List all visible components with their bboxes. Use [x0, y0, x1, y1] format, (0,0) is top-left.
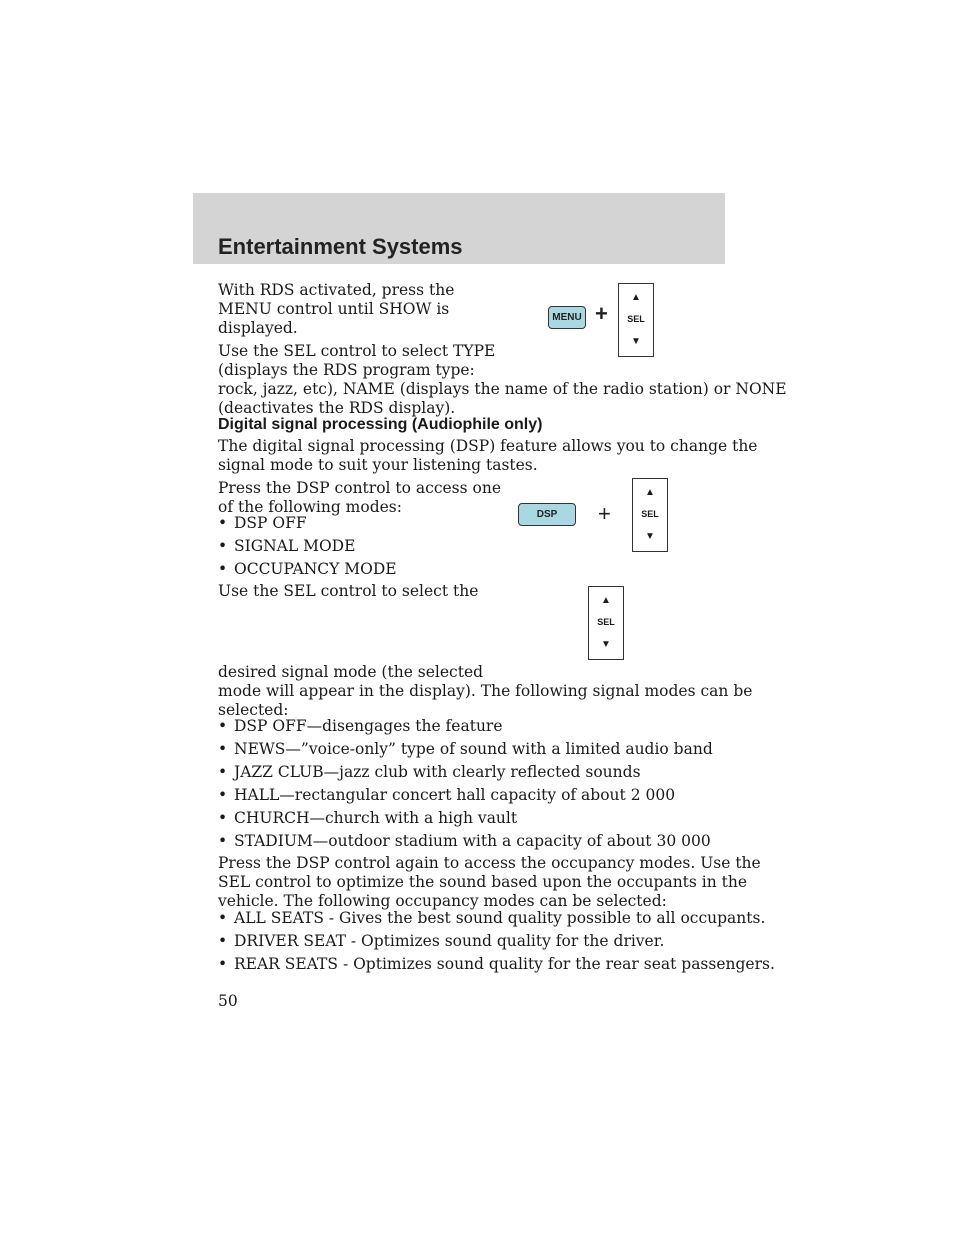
sel-text-line: selected:	[218, 701, 289, 719]
dsp-intro-line: of the following modes:	[218, 498, 402, 516]
dsp-intro-line: The digital signal processing (DSP) feature allows you to change the	[218, 437, 758, 455]
occupancy-line: Press the DSP control again to access the occupancy modes. Use the	[218, 854, 761, 872]
list-item: • NEWS—”voice-only” type of sound with a limited audio band	[218, 740, 713, 758]
list-item: • REAR SEATS - Optimizes sound quality for the rear seat passengers.	[218, 955, 775, 973]
list-item: • ALL SEATS - Gives the best sound quality possible to all occupants.	[218, 909, 766, 927]
intro-line: (displays the RDS program type:	[218, 361, 475, 379]
sel-control-diagram	[618, 283, 654, 357]
up-arrow-icon: ▲	[631, 292, 641, 303]
sel-control-diagram	[588, 586, 624, 660]
list-item: • SIGNAL MODE	[218, 537, 356, 555]
list-item: • CHURCH—church with a high vault	[218, 809, 518, 827]
list-item: • DRIVER SEAT - Optimizes sound quality for the driver.	[218, 932, 665, 950]
dsp-intro-line: Press the DSP control to access one	[218, 479, 501, 497]
occupancy-line: SEL control to optimize the sound based upon the occupants in the	[218, 873, 748, 891]
plus-icon: +	[595, 301, 608, 326]
intro-line: Use the SEL control to select TYPE	[218, 342, 496, 360]
intro-line: rock, jazz, etc), NAME (displays the name of the radio station) or NONE	[218, 380, 787, 398]
intro-line: With RDS activated, press the	[218, 281, 455, 299]
list-item: • STADIUM—outdoor stadium with a capacity of about 30 000	[218, 832, 711, 850]
page-title: Entertainment Systems	[218, 234, 463, 259]
intro-line: MENU control until SHOW is	[218, 300, 450, 318]
dsp-intro-line: signal mode to suit your listening tastes.	[218, 456, 538, 474]
list-item: • DSP OFF—disengages the feature	[218, 717, 503, 735]
down-arrow-icon: ▼	[601, 639, 611, 650]
section-heading: Digital signal processing (Audiophile only)	[218, 416, 543, 433]
sel-text-line: desired signal mode (the selected	[218, 663, 484, 681]
down-arrow-icon: ▼	[631, 336, 641, 347]
list-item: • JAZZ CLUB—jazz club with clearly reflected sounds	[218, 763, 641, 781]
page-number: 50	[218, 992, 238, 1010]
sel-label: SEL	[641, 509, 659, 519]
sel-label: SEL	[597, 617, 615, 627]
dsp-button-diagram: DSP	[518, 503, 576, 526]
menu-button-diagram: MENU	[548, 306, 586, 329]
sel-text-line: mode will appear in the display). The following signal modes can be	[218, 682, 753, 700]
intro-line: displayed.	[218, 319, 298, 337]
up-arrow-icon: ▲	[601, 595, 611, 606]
list-item: • DSP OFF	[218, 514, 307, 532]
list-item: • HALL—rectangular concert hall capacity of about 2 000	[218, 786, 676, 804]
occupancy-line: vehicle. The following occupancy modes can be selected:	[218, 892, 667, 910]
sel-control-diagram	[632, 478, 668, 552]
down-arrow-icon: ▼	[645, 531, 655, 542]
up-arrow-icon: ▲	[645, 487, 655, 498]
plus-icon: +	[598, 501, 611, 526]
intro-line: (deactivates the RDS display).	[218, 399, 456, 417]
sel-label: SEL	[627, 314, 645, 324]
sel-instruction-line: Use the SEL control to select the	[218, 582, 479, 600]
list-item: • OCCUPANCY MODE	[218, 560, 397, 578]
